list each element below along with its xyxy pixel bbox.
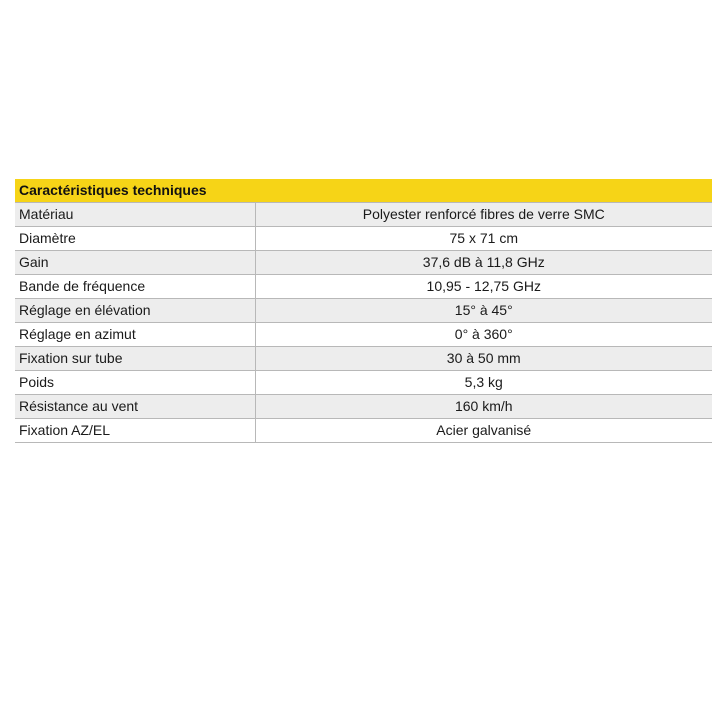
row-label: Diamètre <box>15 227 255 251</box>
table-row <box>15 323 712 347</box>
table-title: Caractéristiques techniques <box>15 179 712 203</box>
table-row <box>15 275 712 299</box>
row-label: Résistance au vent <box>15 395 255 419</box>
row-label: Réglage en azimut <box>15 323 255 347</box>
row-label: Réglage en élévation <box>15 299 255 323</box>
table-row <box>15 395 712 419</box>
row-label: Matériau <box>15 203 255 227</box>
table-row <box>15 299 712 323</box>
table-row <box>15 371 712 395</box>
table-row <box>15 419 712 443</box>
row-value: 160 km/h <box>255 395 712 419</box>
row-label: Bande de fréquence <box>15 275 255 299</box>
table-row <box>15 251 712 275</box>
row-value: 5,3 kg <box>255 371 712 395</box>
table-row <box>15 347 712 371</box>
row-value: Polyester renforcé fibres de verre SMC <box>255 203 712 227</box>
table-header-row <box>15 179 712 203</box>
table-row <box>15 227 712 251</box>
row-value: 10,95 - 12,75 GHz <box>255 275 712 299</box>
table-row <box>15 203 712 227</box>
row-value: 30 à 50 mm <box>255 347 712 371</box>
row-label: Poids <box>15 371 255 395</box>
row-value: 0° à 360° <box>255 323 712 347</box>
row-value: 37,6 dB à 11,8 GHz <box>255 251 712 275</box>
row-value: Acier galvanisé <box>255 419 712 443</box>
row-label: Fixation sur tube <box>15 347 255 371</box>
row-value: 75 x 71 cm <box>255 227 712 251</box>
row-label: Gain <box>15 251 255 275</box>
row-value: 15° à 45° <box>255 299 712 323</box>
spec-table <box>15 179 712 443</box>
row-label: Fixation AZ/EL <box>15 419 255 443</box>
